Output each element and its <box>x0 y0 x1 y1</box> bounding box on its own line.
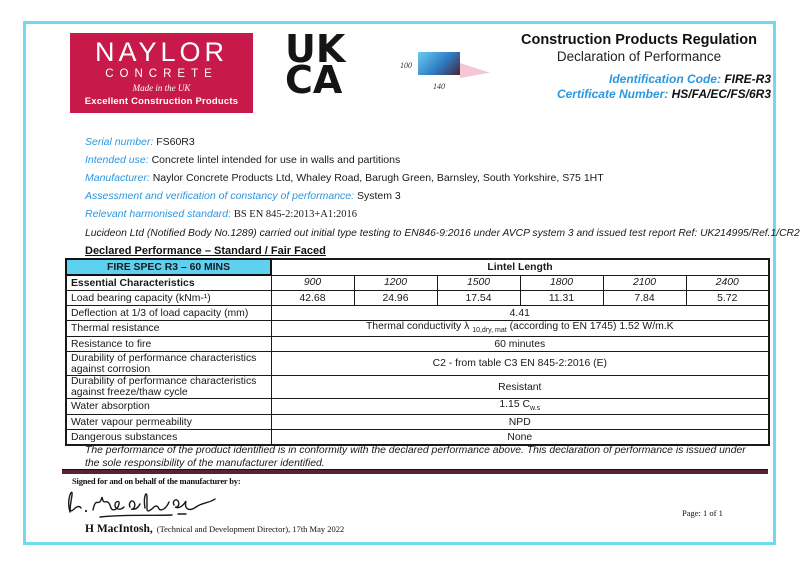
signatory-role-date: (Technical and Development Director), 17th May 2022 <box>156 524 345 534</box>
thermal-value-post: (according to EN 1745) 1.52 W/m.K <box>506 321 674 332</box>
notified-body-note: Lucideon Ltd (Notified Body No.1289) carried out initial type testing to EN846-9:2016 under AVCP system 3 and issued test report Ref: UK214995/Ref.1/CR2 <box>85 228 800 239</box>
dangerous-substances-label: Dangerous substances <box>66 430 271 446</box>
ukca-bottom: CA <box>285 58 343 102</box>
page-number: Page: 1 of 1 <box>682 508 723 518</box>
avcp-label: Assessment and verification of constancy of performance: <box>85 190 355 202</box>
intended-use-label: Intended use: <box>85 154 149 166</box>
table-row-lengths <box>66 275 769 291</box>
harmonised-standard-line <box>85 208 745 221</box>
table-row-thermal-resistance <box>66 321 769 337</box>
water-absorption-value <box>271 399 769 415</box>
length-2400: 2400 <box>686 275 769 291</box>
fire-spec-header-cell: FIRE SPEC R3 – 60 MINS <box>66 259 271 275</box>
avcp-value: System 3 <box>356 190 401 202</box>
harmonised-standard-label: Relevant harmonised standard: <box>85 208 231 220</box>
water-vapour-value: NPD <box>271 415 769 430</box>
deflection-value: 4.41 <box>271 306 769 321</box>
signatory-line <box>85 519 344 537</box>
serial-number-line <box>85 136 745 149</box>
identification-code-line <box>507 72 771 87</box>
lintel-section-diagram <box>418 52 460 75</box>
handwritten-signature <box>60 482 245 522</box>
durability-corrosion-value: C2 - from table C3 EN 845-2:2016 (E) <box>271 352 769 376</box>
thermal-value-pre: Thermal conductivity λ <box>365 321 473 332</box>
load-bearing-2400: 5.72 <box>686 291 769 306</box>
water-vapour-label: Water vapour permeability <box>66 415 271 430</box>
signatory-name: H MacIntosh, <box>85 523 153 535</box>
manufacturer-line <box>85 172 745 185</box>
load-bearing-1800: 11.31 <box>520 291 603 306</box>
logo-brand-sub: CONCRETE <box>105 67 218 80</box>
table-row-durability-freeze-thaw <box>66 376 769 399</box>
table-row-load-bearing <box>66 291 769 306</box>
naylor-concrete-logo <box>70 33 253 113</box>
avcp-line <box>85 190 745 203</box>
length-1200: 1200 <box>354 275 437 291</box>
lintel-width-label: 140 <box>433 82 445 91</box>
identification-code-label: Identification Code: <box>608 72 721 86</box>
deflection-label: Deflection at 1/3 of load capacity (mm) <box>66 306 271 321</box>
load-bearing-label: Load bearing capacity (kNm-¹) <box>66 291 271 306</box>
load-bearing-1500: 17.54 <box>437 291 520 306</box>
length-1500: 1500 <box>437 275 520 291</box>
ukca-top: UK <box>285 27 346 71</box>
lintel-length-header-cell: Lintel Length <box>271 259 769 275</box>
durability-freeze-thaw-label: Durability of performance characteristics against freeze/thaw cycle <box>66 376 271 399</box>
load-bearing-2100: 7.84 <box>603 291 686 306</box>
essential-characteristics-cell: Essential Characteristics <box>66 275 271 291</box>
certificate-number-line <box>507 87 771 102</box>
identification-code-value: FIRE-R3 <box>724 72 771 86</box>
dangerous-substances-value: None <box>271 430 769 446</box>
length-1800: 1800 <box>520 275 603 291</box>
manufacturer-value: Naylor Concrete Products Ltd, Whaley Road, Barugh Green, Barnsley, South Yorkshire, S75 1HT <box>152 172 604 184</box>
water-absorption-label: Water absorption <box>66 399 271 415</box>
length-2100: 2100 <box>603 275 686 291</box>
fire-resistance-value: 60 minutes <box>271 337 769 352</box>
table-row-dangerous-substances <box>66 430 769 446</box>
load-bearing-900: 42.68 <box>271 291 354 306</box>
declared-performance-heading: Declared Performance – Standard / Fair Faced <box>85 245 326 257</box>
durability-corrosion-label: Durability of performance characteristics against corrosion <box>66 352 271 376</box>
certificate-number-value: HS/FA/EC/FS/6R3 <box>671 87 771 101</box>
intended-use-line <box>85 154 745 167</box>
table-row-water-vapour <box>66 415 769 430</box>
signed-on-behalf-label: Signed for and on behalf of the manufacturer by: <box>72 476 241 486</box>
logo-brand-name: NAYLOR <box>94 36 229 67</box>
harmonised-standard-value: BS EN 845-2:2013+A1:2016 <box>233 209 358 220</box>
declared-performance-table <box>65 258 770 446</box>
lintel-height-label: 100 <box>400 61 412 70</box>
footer-divider-rule <box>62 469 768 474</box>
document-title: Construction Products Regulation <box>520 32 758 48</box>
lintel-section-shadow <box>460 63 490 78</box>
table-row-durability-corrosion <box>66 352 769 376</box>
table-row-water-absorption <box>66 399 769 415</box>
serial-number-value: FS60R3 <box>156 136 195 148</box>
water-absorption-sub: w.s <box>530 405 541 413</box>
logo-strapline: Excellent Construction Products <box>84 95 239 107</box>
manufacturer-label: Manufacturer: <box>85 172 150 184</box>
thermal-value-sub: 10,dry, mat <box>472 327 507 335</box>
table-row-header <box>66 259 769 275</box>
water-absorption-pre: 1.15 C <box>499 399 531 411</box>
table-row-fire-resistance <box>66 337 769 352</box>
conformity-statement: The performance of the product identified is in conformity with the declared performance above. This declaration of performance is issued under the sole responsibility of the manufacturer identified. <box>85 445 746 469</box>
thermal-resistance-value <box>271 321 769 337</box>
document-subtitle: Declaration of Performance <box>556 49 722 64</box>
table-row-deflection <box>66 306 769 321</box>
serial-number-label: Serial number: <box>85 136 154 148</box>
length-900: 900 <box>271 275 354 291</box>
logo-tagline: Made in the UK <box>132 82 191 93</box>
intended-use-value: Concrete lintel intended for use in walls and partitions <box>151 154 401 166</box>
load-bearing-1200: 24.96 <box>354 291 437 306</box>
certificate-number-label: Certificate Number: <box>556 87 669 101</box>
fire-resistance-label: Resistance to fire <box>66 337 271 352</box>
ukca-mark-icon <box>285 27 346 102</box>
thermal-resistance-label: Thermal resistance <box>66 321 271 337</box>
document-header <box>507 32 771 102</box>
durability-freeze-thaw-value: Resistant <box>271 376 769 399</box>
document-page <box>23 21 800 545</box>
